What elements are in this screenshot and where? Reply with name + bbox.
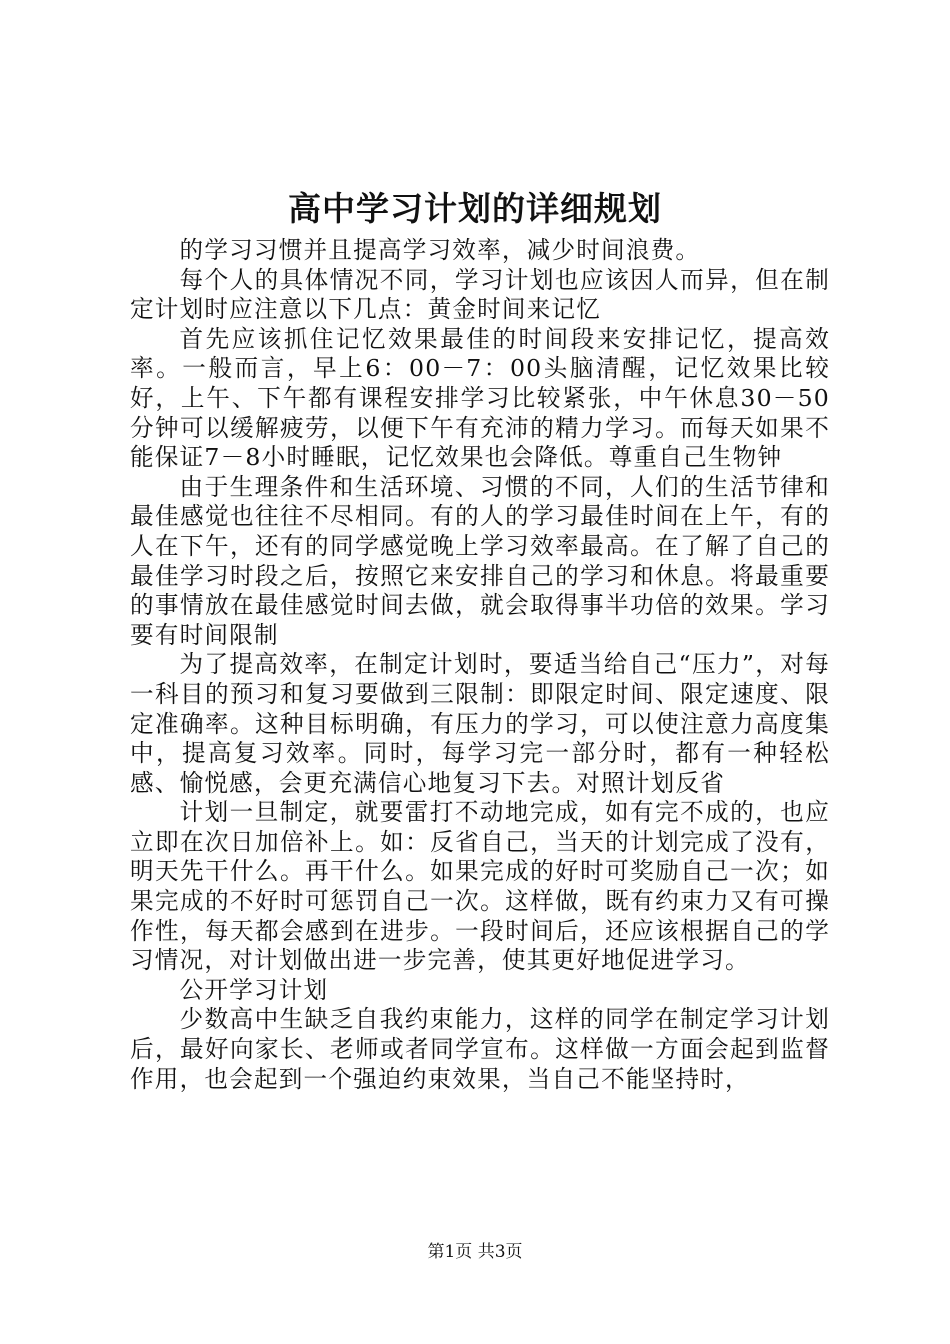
document-body: [130, 236, 830, 1094]
paragraph-2: 每个人的具体情况不同，学习计划也应该因人而异，但在制定计划时应注意以下几点：黄金时间来记忆: [130, 265, 830, 324]
paragraph-6: 计划一旦制定，就要雷打不动地完成，如有完不成的，也应立即在次日加倍补上。如：反省自己，当天的计划完成了没有，明天先干什么。再干什么。如果完成的好时可奖励自己一次；如果完成的不好时可惩罚自己一次。这样做，既有约束力又有可操作性，每天都会感到在进步。一段时间后，还应该根据自己的学习情况，对计划做出进一步完善，使其更好地促进学习。: [130, 798, 830, 975]
paragraph-1: 的学习习惯并且提高学习效率，减少时间浪费。: [179, 236, 701, 264]
paragraph-4: 由于生理条件和生活环境、习惯的不同，人们的生活节律和最佳感觉也往往不尽相同。有的人的学习最佳时间在上午，有的人在下午，还有的同学感觉晚上学习效率最高。在了解了自己的最佳学习时段之后，按照它来安排自己的学习和休息。将最重要的事情放在最佳感觉时间去做，就会取得事半功倍的效果。学习要有时间限制: [130, 472, 830, 649]
page-number-footer: 第1页 共3页: [427, 1242, 523, 1262]
paragraph-7: 少数高中生缺乏自我约束能力，这样的同学在制定学习计划后，最好向家长、老师或者同学宣布。这样做一方面会起到监督作用，也会起到一个强迫约束效果，当自己不能坚持时，: [130, 1005, 830, 1093]
section-heading-public-plan: 公开学习计划: [179, 975, 329, 1004]
paragraph-5: 为了提高效率，在制定计划时，要适当给自己“压力”，对每一科目的预习和复习要做到三限制：即限定时间、限定速度、限定准确率。这种目标明确，有压力的学习，可以使注意力高度集中，提高复习效率。同时，每学习完一部分时，都有一种轻松感、愉悦感，会更充满信心地复习下去。对照计划反省: [130, 650, 830, 797]
paragraph-3: 首先应该抓住记忆效果最佳的时间段来安排记忆，提高效率。一般而言，早上6：00－7：00头脑清醒，记忆效果比较好，上午、下午都有课程安排学习比较紧张，中午休息30－50分钟可以缓解疲劳，以便下午有充沛的精力学习。而每天如果不能保证7－8小时睡眠，记忆效果也会降低。尊重自己生物钟: [130, 324, 830, 472]
document-title: 高中学习计划的详细规划: [288, 189, 662, 228]
